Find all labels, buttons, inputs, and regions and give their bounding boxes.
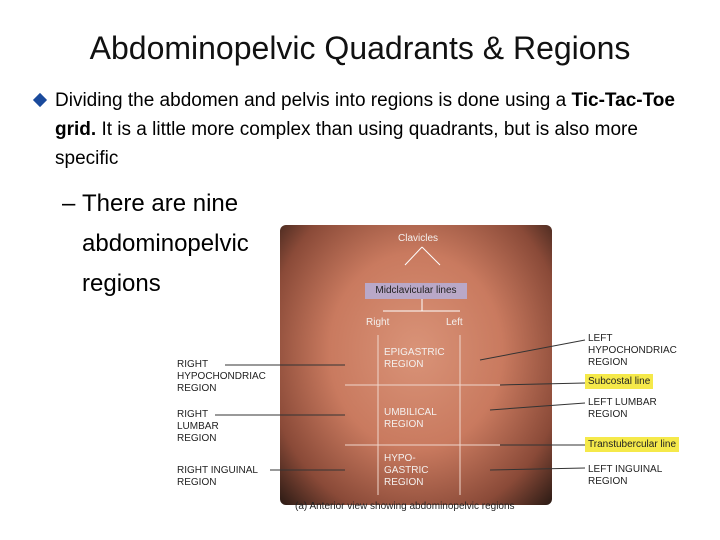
sub-bullet-dash: – (62, 190, 76, 217)
right-inguinal-line-1: RIGHT INGUINAL (177, 465, 258, 476)
abdominopelvic-figure (170, 225, 700, 520)
subcostal-highlight: Subcostal line (585, 374, 653, 389)
bullet-text-part-2: It is a little more complex than using quadrants, but is also more specific (55, 119, 638, 169)
slide-title: Abdominopelvic Quadrants & Regions (89, 30, 631, 66)
right-hypochondriac-line-1: RIGHT (177, 359, 209, 370)
hypogastric-line-1: HYPO- (384, 453, 416, 464)
sub-bullet-line-3: regions (82, 270, 161, 297)
right-hypochondriac-label (177, 359, 266, 395)
right-hypochondriac-line-3: REGION (177, 383, 217, 394)
hypogastric-line-2: GASTRIC (384, 465, 429, 476)
transtubercular-highlight: Transtubercular line (585, 437, 679, 452)
figure-caption: (a) Anterior view showing abdominopelvic regions (295, 501, 515, 512)
left-inguinal-label (588, 464, 662, 488)
right-label: Right (366, 317, 390, 328)
main-bullet (33, 86, 693, 173)
right-lumbar-label (177, 409, 219, 445)
right-lumbar-line-2: LUMBAR (177, 421, 219, 432)
umbilical-line-1: UMBILICAL (384, 407, 437, 418)
right-lumbar-line-1: RIGHT (177, 409, 209, 420)
left-label: Left (446, 317, 463, 328)
bullet-text-bold: Tic-Tac-Toe grid. (55, 90, 675, 140)
bullet-text-part-1: Dividing the abdomen and pelvis into regions is done using a (55, 90, 572, 111)
left-lumbar-label (588, 397, 657, 421)
left-hypochondriac-line-1: LEFT (588, 333, 613, 344)
umbilical-region-label (384, 407, 437, 431)
left-hypochondriac-line-2: HYPOCHONDRIAC (588, 345, 677, 356)
right-inguinal-label (177, 465, 258, 489)
right-lumbar-line-3: REGION (177, 433, 217, 444)
epigastric-line-1: EPIGASTRIC (384, 347, 445, 358)
hypogastric-region-label (384, 453, 428, 489)
clavicles-label: Clavicles (398, 233, 439, 244)
right-inguinal-line-2: REGION (177, 477, 217, 488)
midclavicular-label: Midclavicular lines (365, 283, 467, 299)
sub-bullet-line-2: abdominopelvic (82, 230, 249, 257)
transtubercular-line-label (585, 439, 679, 451)
hypogastric-line-3: REGION (384, 477, 424, 488)
left-hypochondriac-label (588, 333, 677, 369)
epigastric-line-2: REGION (384, 359, 424, 370)
epigastric-region-label (384, 347, 445, 371)
left-lumbar-line-1: LEFT LUMBAR (588, 397, 657, 408)
left-hypochondriac-line-3: REGION (588, 357, 628, 368)
sub-bullet-line-1: There are nine (82, 190, 239, 217)
subcostal-line-label (585, 376, 653, 388)
right-hypochondriac-line-2: HYPOCHONDRIAC (177, 371, 266, 382)
left-inguinal-line-1: LEFT INGUINAL (588, 464, 663, 475)
left-inguinal-line-2: REGION (588, 476, 628, 487)
left-lumbar-line-2: REGION (588, 409, 628, 420)
umbilical-line-2: REGION (384, 419, 424, 430)
main-bullet-text (33, 86, 693, 173)
